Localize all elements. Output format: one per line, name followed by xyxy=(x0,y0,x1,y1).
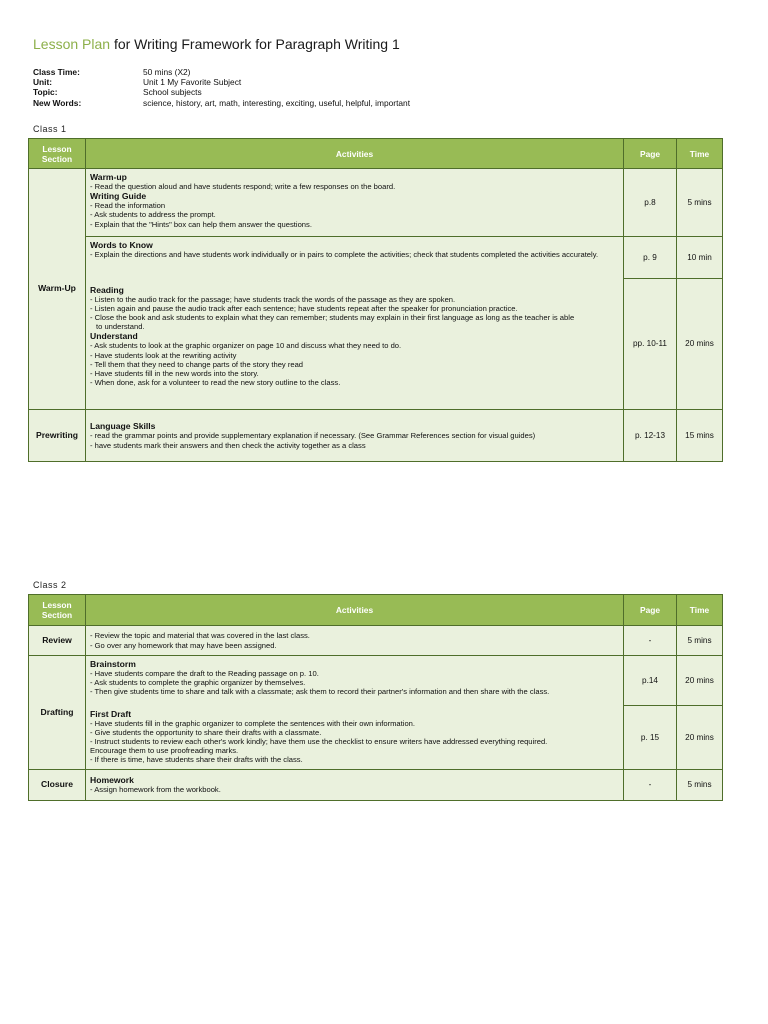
time-cell: 20 mins xyxy=(677,656,723,706)
activity-heading: Words to Know xyxy=(90,240,153,250)
activity-line: - Give students the opportunity to share their drafts with a classmate. xyxy=(90,727,322,737)
header-lesson-section: Lesson Section xyxy=(29,595,86,626)
activity-line: - Then give students time to share and talk with a classmate; ask them to record their partner's information and then share with the class. xyxy=(90,687,550,697)
table-row xyxy=(29,706,723,770)
activity-cell xyxy=(86,626,624,656)
table-header-row xyxy=(29,595,723,626)
time-cell: 5 mins xyxy=(677,770,723,801)
title-rest: for Writing Framework for Paragraph Writing 1 xyxy=(110,36,400,52)
activity-line: - Listen again and pause the audio track after each sentence; have students repeat after the speaker for pronunciation practice. xyxy=(90,303,518,313)
section-prewriting: Prewriting xyxy=(29,410,86,462)
page-cell: - xyxy=(624,626,677,656)
activity-heading: Writing Guide xyxy=(90,191,147,202)
meta-label: Class Time: xyxy=(33,67,80,77)
activity-line: Encourage them to use proofreading marks. xyxy=(90,746,239,756)
table-row xyxy=(29,237,723,279)
page-cell: p.8 xyxy=(624,169,677,237)
activity-line: - Explain the directions and have students work individually or in pairs to complete the activities; check that students completed the activities accurately. xyxy=(90,250,599,259)
activity-heading: First Draft xyxy=(90,708,132,719)
activity-line: - Ask students to complete the graphic organizer by themselves. xyxy=(90,678,306,688)
activity-cell xyxy=(86,656,624,706)
activity-line: - Assign homework from the workbook. xyxy=(90,785,221,795)
activity-line: - Ask students to look at the graphic organizer on page 10 and discuss what they need to do. xyxy=(90,341,402,351)
meta-label: Unit: xyxy=(33,77,53,88)
activity-line: - Have students fill in the new words into the story. xyxy=(90,368,259,378)
activity-line: - Ask students to address the prompt. xyxy=(90,210,216,220)
activity-line: - Go over any homework that may have been assigned. xyxy=(90,640,277,650)
activity-line: - have students mark their answers and then check the activity together as a class xyxy=(90,440,366,450)
page-title xyxy=(33,36,400,52)
activity-line: - Explain that the "Hints" box can help them answer the questions. xyxy=(90,219,312,229)
meta-row-unit xyxy=(33,77,410,87)
time-cell: 20 mins xyxy=(677,706,723,770)
activity-line: - Read the question aloud and have students respond; write a few responses on the board. xyxy=(90,182,396,191)
meta-label: New Words: xyxy=(33,97,82,108)
table-row xyxy=(29,626,723,656)
class-1-label: Class 1 xyxy=(33,124,67,134)
section-closure: Closure xyxy=(29,770,86,801)
header-activities: Activities xyxy=(86,595,624,626)
activity-line: - Review the topic and material that was covered in the last class. xyxy=(90,631,310,641)
header-lesson-section: Lesson Section xyxy=(29,139,86,169)
meta-value: School subjects xyxy=(143,87,202,98)
activity-line: - Have students look at the rewriting activity xyxy=(90,350,237,360)
title-accent: Lesson Plan xyxy=(33,36,111,52)
activity-heading: Brainstorm xyxy=(90,659,136,669)
section-drafting: Drafting xyxy=(29,656,86,770)
activity-line: - Close the book and ask students to explain what they can remember; students may explain in their first language as long as the teacher is able xyxy=(90,312,575,322)
meta-row-class-time xyxy=(33,67,410,77)
activity-heading: Language Skills xyxy=(90,421,156,432)
meta-value: science, history, art, math, interesting, exciting, useful, helpful, important xyxy=(143,97,411,108)
page-cell: p. 12-13 xyxy=(624,410,677,462)
meta-value: Unit 1 My Favorite Subject xyxy=(143,77,242,88)
header-time: Time xyxy=(677,139,723,169)
activity-cell xyxy=(86,410,624,462)
section-review: Review xyxy=(29,626,86,656)
time-cell: 5 mins xyxy=(677,626,723,656)
activity-line: - Have students compare the draft to the Reading passage on p. 10. xyxy=(90,669,319,678)
table-header-row xyxy=(29,139,723,169)
activity-cell xyxy=(86,770,624,801)
time-cell: 10 min xyxy=(677,237,723,279)
meta-row-new-words xyxy=(33,98,410,108)
lesson-meta xyxy=(33,67,410,108)
table-row xyxy=(29,770,723,801)
activity-cell xyxy=(86,279,624,410)
activity-line: - Have students fill in the graphic organizer to complete the sentences with their own information. xyxy=(90,718,416,728)
page-cell: p. 15 xyxy=(624,706,677,770)
table-row xyxy=(29,410,723,462)
table-row xyxy=(29,169,723,237)
activity-line: - When done, ask for a volunteer to read the new story outline to the class. xyxy=(90,378,341,388)
activity-heading: Reading xyxy=(90,284,124,295)
class-2-table xyxy=(28,594,723,801)
table-row xyxy=(29,279,723,410)
time-cell: 5 mins xyxy=(677,169,723,237)
activity-line: - If there is time, have students share their drafts with the class. xyxy=(90,755,303,765)
page-cell: p. 9 xyxy=(624,237,677,279)
header-page: Page xyxy=(624,139,677,169)
activity-line: - read the grammar points and provide supplementary explanation if necessary. (See Grammar References section for visual guides) xyxy=(90,431,536,441)
page-cell: pp. 10-11 xyxy=(624,279,677,410)
activity-cell xyxy=(86,706,624,770)
activity-cell xyxy=(86,169,624,237)
activity-line: to understand. xyxy=(96,322,145,332)
time-cell: 20 mins xyxy=(677,279,723,410)
header-time: Time xyxy=(677,595,723,626)
activity-line: - Read the information xyxy=(90,201,166,211)
activity-line: - Tell them that they need to change parts of the story they read xyxy=(90,359,304,369)
activity-heading: Understand xyxy=(90,331,138,342)
table-row xyxy=(29,656,723,706)
header-page: Page xyxy=(624,595,677,626)
class-1-table xyxy=(28,138,723,462)
activity-line: - Instruct students to review each other's work kindly; have them use the checklist to ensure writers have addressed everything required. xyxy=(90,736,548,746)
activity-heading: Warm-up xyxy=(90,172,127,182)
meta-label: Topic: xyxy=(33,87,58,98)
meta-row-topic xyxy=(33,87,410,97)
activity-line: - Listen to the audio track for the passage; have students track the words of the passage as they are spoken. xyxy=(90,294,456,304)
meta-value: 50 mins (X2) xyxy=(143,67,191,77)
activity-cell xyxy=(86,237,624,279)
time-cell: 15 mins xyxy=(677,410,723,462)
section-warm-up: Warm-Up xyxy=(29,169,86,410)
class-2-label: Class 2 xyxy=(33,580,67,590)
page-cell: - xyxy=(624,770,677,801)
activity-heading: Homework xyxy=(90,775,134,786)
header-activities: Activities xyxy=(86,139,624,169)
page-cell: p.14 xyxy=(624,656,677,706)
